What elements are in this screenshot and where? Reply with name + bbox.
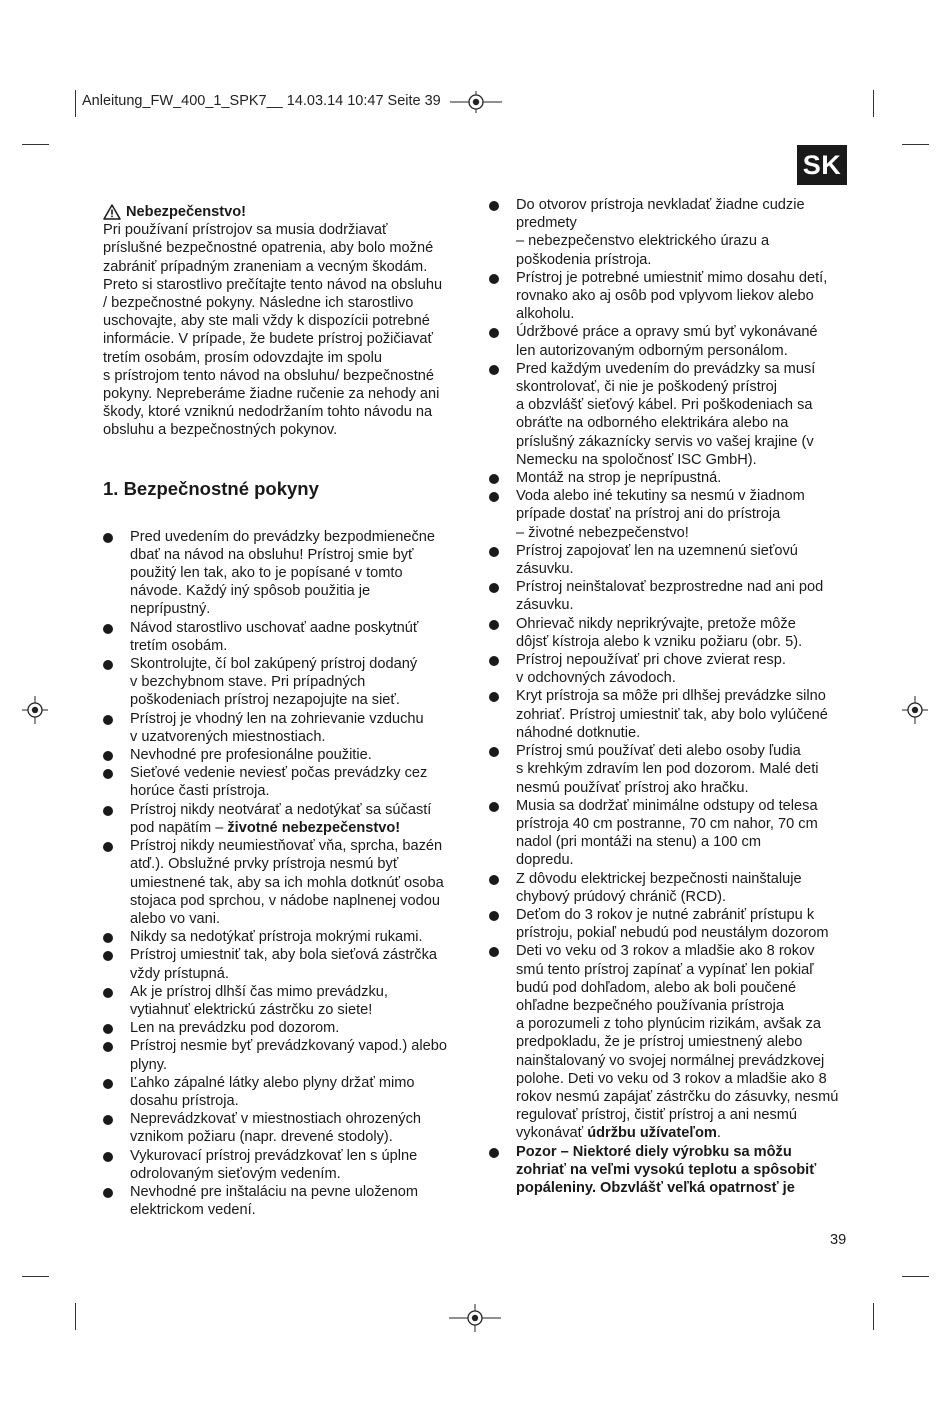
crop-mark	[902, 1276, 929, 1277]
bullet-line: Montáž na strop je neprípustná.	[516, 470, 722, 487]
crop-mark	[902, 144, 929, 145]
bullet-line: Návod starostlivo uschovať aadne poskytnúť	[130, 619, 419, 636]
bullet-text: vykonávať	[516, 1125, 588, 1142]
bullet-dot	[103, 624, 113, 634]
bullet-line: elektrickom vedení.	[130, 1202, 256, 1219]
bullet-line: návode. Každý iný spôsob použitia je	[130, 583, 371, 600]
bullet-dot	[489, 547, 499, 557]
bullet-item	[489, 651, 851, 687]
bullet-item	[489, 269, 851, 324]
warning-line: / bezpečnostné pokyny. Následne ich starostlivo	[103, 295, 414, 312]
crop-mark	[75, 90, 76, 117]
bullet-dot	[103, 1042, 113, 1052]
bullet-item	[103, 1019, 465, 1037]
bullet-dot	[103, 769, 113, 779]
bullet-item	[103, 1110, 465, 1146]
bullet-dot	[489, 656, 499, 666]
section-heading: 1. Bezpečnostné pokyny	[103, 477, 319, 499]
bullet-line: Prístroj nikdy neotvárať a nedotýkať sa súčastí	[130, 801, 432, 818]
bullet-item	[103, 1074, 465, 1110]
bullet-line: alebo vo vani.	[130, 910, 221, 927]
crop-mark	[75, 1303, 76, 1330]
bullet-line: dbať na návod na obsluhu! Prístroj smie byť	[130, 546, 414, 563]
bullet-item	[103, 528, 465, 619]
bullet-item	[489, 360, 851, 469]
bullet-dot	[489, 365, 499, 375]
bullet-line: Kryt prístroja sa môže pri dlhšej prevádzke silno	[516, 688, 826, 705]
bullet-item	[103, 928, 465, 946]
bullet-line: Ohrievač nikdy neprikrývajte, pretože môže	[516, 615, 796, 632]
bullet-line: budú pod dohľadom, alebo ak boli poučené	[516, 979, 797, 996]
bullet-dot	[489, 692, 499, 702]
bullet-line: Nevhodné pre inštaláciu na pevne uloženom	[130, 1183, 419, 1200]
bullet-item	[103, 710, 465, 746]
bullet-dot	[489, 328, 499, 338]
bullet-line: v odchovných závodoch.	[516, 670, 676, 687]
bullet-item	[489, 870, 851, 906]
registration-mark-icon	[449, 1304, 501, 1332]
bullet-line: dosahu prístroja.	[130, 1092, 239, 1109]
warning-line: informácie. V prípade, že budete prístroj požičiavať	[103, 331, 433, 348]
bullet-line: v bezchybnom stave. Pri prípadných	[130, 674, 366, 691]
bullet-item	[489, 906, 851, 942]
bullet-text: .	[716, 1125, 721, 1142]
safety-list-left	[103, 528, 465, 1220]
bullet-item	[103, 837, 465, 928]
bullet-line: Prístroj neinštalovať bezprostredne nad ani pod	[516, 579, 824, 596]
bullet-line: Prístroj je vhodný len na zohrievanie vzduchu	[130, 710, 424, 727]
bullet-item	[103, 746, 465, 764]
bullet-item	[489, 687, 851, 742]
bullet-line: Ak je prístroj dlhší čas mimo prevádzku,	[130, 983, 388, 1000]
bullet-line: horúce časti prístroja.	[130, 783, 270, 800]
bullet-line: prípade dostať na prístroj ani do prístroja	[516, 506, 781, 523]
bullet-line: – životné nebezpečenstvo!	[516, 524, 689, 541]
bullet-item	[103, 764, 465, 800]
bullet-item	[489, 487, 851, 542]
bullet-item	[103, 801, 465, 837]
bullet-line: Pozor – Niektoré diely výrobku sa môžu	[516, 1143, 792, 1160]
left-column	[103, 203, 465, 1219]
crop-mark	[873, 1303, 874, 1330]
bullet-line: zásuvku.	[516, 597, 574, 614]
bullet-line: len autorizovaným odborným personálom.	[516, 342, 788, 359]
bullet-line: dôjsť kístroja alebo k vzniku požiaru (obr. 5).	[516, 633, 803, 650]
bullet-line: Prístroj nepoužívať pri chove zvierat resp.	[516, 652, 786, 669]
bullet-dot	[103, 1152, 113, 1162]
language-badge: SK	[797, 145, 847, 185]
bullet-line: Neprevádzkovať v miestnostiach ohrozených	[130, 1111, 422, 1128]
bullet-emphasis: údržbu užívateľom	[587, 1125, 717, 1142]
bullet-line: Skontrolujte, čí bol zakúpený prístroj dodaný	[130, 656, 418, 673]
crop-mark	[22, 1276, 49, 1277]
bullet-line: alkoholu.	[516, 306, 575, 323]
bullet-line: nainštalovaný vo svojej normálnej prevádzkovej	[516, 1052, 825, 1069]
bullet-dot	[103, 751, 113, 761]
bullet-line: zohriať. Prístroj umiestniť tak, aby bolo vylúčené	[516, 706, 828, 723]
bullet-line: tretím osobám.	[130, 637, 228, 654]
bullet-line: Prístroj zapojovať len na uzemnenú sieťovú	[516, 542, 798, 559]
bullet-line: smú tento prístroj zapínať a vypínať len pokiaľ	[516, 961, 814, 978]
bullet-line	[516, 1124, 851, 1142]
bullet-dot	[489, 911, 499, 921]
registration-mark-icon	[902, 696, 928, 724]
bullet-dot	[103, 1188, 113, 1198]
bullet-item	[489, 323, 851, 359]
bullet-line	[130, 819, 465, 837]
bullet-dot	[103, 1079, 113, 1089]
bullet-dot	[103, 1115, 113, 1125]
bullet-line: neprípustný.	[130, 601, 211, 618]
bullet-line: vždy prístupná.	[130, 965, 229, 982]
bullet-dot	[489, 875, 499, 885]
bullet-line: rovnako ako aj osôb pod vplyvom liekov alebo	[516, 288, 814, 305]
bullet-item	[103, 946, 465, 982]
bullet-item	[103, 1037, 465, 1073]
bullet-line: použitý len tak, ako to je popísané v tomto	[130, 565, 403, 582]
bullet-item	[103, 1183, 465, 1219]
bullet-dot	[489, 802, 499, 812]
print-header: Anleitung_FW_400_1_SPK7__ 14.03.14 10:47 Seite 39	[82, 93, 441, 109]
bullet-dot	[489, 474, 499, 484]
bullet-item	[489, 196, 851, 269]
bullet-line: Prístroj je potrebné umiestniť mimo dosahu detí,	[516, 269, 828, 286]
bullet-line: – nebezpečenstvo elektrického úrazu a	[516, 233, 770, 250]
bullet-line: Nemecku na spoločnosť ISC GmbH).	[516, 451, 757, 468]
bullet-item	[489, 797, 851, 870]
bullet-line: Pred uvedením do prevádzky bezpodmienečne	[130, 528, 436, 545]
bullet-line: Pred každým uvedením do prevádzky sa musí	[516, 360, 816, 377]
bullet-line: poškodenia prístroja.	[516, 251, 652, 268]
warning-line: Preto si starostlivo prečítajte tento návod na obsluhu	[103, 276, 443, 293]
bullet-line: Prístroj smú používať deti alebo osoby ľudia	[516, 743, 801, 760]
bullet-dot	[103, 842, 113, 852]
bullet-line: poškodeniach prístroj nezapojujte na sieť.	[130, 692, 400, 709]
crop-mark	[22, 144, 49, 145]
bullet-dot	[489, 620, 499, 630]
bullet-line: nesmú používať prístroj ako hračku.	[516, 779, 749, 796]
registration-mark-icon	[22, 696, 48, 724]
warning-triangle-icon	[103, 204, 121, 220]
bullet-line: Prístroj nesmie byť prevádzkovaný vapod.) alebo	[130, 1038, 447, 1055]
bullet-line: Deti vo veku od 3 rokov a mladšie ako 8 rokov	[516, 943, 815, 960]
crop-mark	[873, 90, 874, 117]
bullet-line: obráťte na odborného elektrikára alebo na	[516, 415, 789, 432]
bullet-item	[103, 983, 465, 1019]
bullet-line: Voda alebo iné tekutiny sa nesmú v žiadnom	[516, 488, 805, 505]
bullet-line: Prístroj umiestniť tak, aby bola sieťová zástrčka	[130, 947, 437, 964]
bullet-dot	[489, 747, 499, 757]
warning-line: s prístrojom tento návod na obsluhu/ bezpečnostné	[103, 367, 435, 384]
bullet-line: predpokladu, že je prístroj umiestnený alebo	[516, 1034, 803, 1051]
registration-mark-icon	[450, 89, 502, 115]
bullet-line: plyny.	[130, 1056, 168, 1073]
bullet-line: a obzvlášť sieťový kábel. Pri poškodeniach sa	[516, 397, 813, 414]
bullet-line: Vykurovací prístroj prevádzkovať len s úplne	[130, 1147, 418, 1164]
bullet-dot	[489, 583, 499, 593]
bullet-line: Nikdy sa nedotýkať prístroja mokrými rukami.	[130, 929, 423, 946]
bullet-text: pod napätím –	[130, 819, 228, 836]
bullet-line: Údržbové práce a opravy smú byť vykonávané	[516, 324, 818, 341]
bullet-dot	[489, 492, 499, 502]
bullet-dot	[103, 806, 113, 816]
bullet-line: skontrolovať, či nie je poškodený prístroj	[516, 379, 777, 396]
bullet-line: rokov nesmú zapájať zástrčku do zásuvky, nesmú	[516, 1088, 839, 1105]
warning-line: zabrániť prípadným zraneniam a vecným škodám.	[103, 258, 428, 275]
safety-list-right	[489, 196, 851, 1197]
bullet-line: Z dôvodu elektrickej bezpečnosti nainštaluje	[516, 870, 802, 887]
bullet-line: stojaca pod sprchou, v nádobe naplnenej vodou	[130, 892, 440, 909]
bullet-line: príslušný zákaznícky servis vo vašej krajine (v	[516, 433, 814, 450]
bullet-line: polohe. Deti vo veku od 3 rokov a mladšie ako 8	[516, 1070, 827, 1087]
bullet-line: Sieťové vedenie neviesť počas prevádzky cez	[130, 765, 428, 782]
bullet-line: odrolovaným sieťovým vedením.	[130, 1165, 341, 1182]
bullet-line: a porozumeli z toho plynúcim rizikám, avšak za	[516, 1016, 821, 1033]
warning-line: obsluhu a bezpečnostných pokynov.	[103, 422, 338, 439]
bullet-item	[103, 619, 465, 655]
bullet-line: Prístroj nikdy neumiestňovať vňa, sprcha, bazén	[130, 838, 443, 855]
bullet-line: s krehkým zdravím len pod dozorom. Malé deti	[516, 761, 819, 778]
bullet-line: Len na prevádzku pod dozorom.	[130, 1020, 340, 1037]
bullet-line: atď.). Obslužné prvky prístroja nesmú byť	[130, 856, 399, 873]
bullet-line: zohriať na veľmi vysokú teplotu a spôsobiť	[516, 1161, 817, 1178]
bullet-line: Musia sa dodržať minimálne odstupy od telesa	[516, 797, 818, 814]
warning-text	[103, 221, 465, 439]
bullet-emphasis: životné nebezpečenstvo!	[227, 819, 401, 836]
bullet-line: Ľahko zápalné látky alebo plyny držať mimo	[130, 1074, 415, 1091]
bullet-item	[489, 542, 851, 578]
bullet-line: chybový prúdový chránič (RCD).	[516, 888, 727, 905]
bullet-dot	[103, 933, 113, 943]
bullet-item	[489, 578, 851, 614]
bullet-line: Do otvorov prístroja nevkladať žiadne cudzie	[516, 197, 805, 213]
bullet-line: prístroju, pokiaľ nebudú pod neustálym dozorom	[516, 925, 829, 942]
bullet-item	[103, 655, 465, 710]
bullet-dot	[103, 533, 113, 543]
warning-title	[103, 203, 465, 221]
bullet-line: regulovať prístroj, čistiť prístroj a ani nesmú	[516, 1107, 798, 1124]
bullet-dot	[489, 201, 499, 211]
warning-line: pokyny. Nepreberáme žiadne ručenie za nehody ani	[103, 386, 440, 403]
bullet-dot	[103, 1024, 113, 1034]
bullet-line: nadol (pri montáži na stenu) a 100 cm	[516, 834, 761, 851]
bullet-item	[489, 942, 851, 1142]
bullet-item	[103, 1147, 465, 1183]
warning-line: uschovajte, aby ste mali vždy k dispozícii potrebné	[103, 313, 430, 330]
bullet-line: prístroja 40 cm postranne, 70 cm nahor, 70 cm	[516, 815, 818, 832]
bullet-line: popáleniny. Obzvlášť veľká opatrnosť je	[516, 1179, 795, 1196]
bullet-line: Deťom do 3 rokov je nutné zabrániť prístupu k	[516, 906, 815, 923]
warning-line: príslušné bezpečnostné opatrenia, aby bolo možné	[103, 240, 434, 257]
bullet-line: náhodné dotknutie.	[516, 724, 641, 741]
bullet-item	[489, 742, 851, 797]
bullet-line: vznikom požiaru (napr. drevené stodoly).	[130, 1129, 393, 1146]
bullet-line: Nevhodné pre profesionálne použitie.	[130, 747, 372, 764]
bullet-line: umiestnené tak, aby sa ich mohla dotknúť osoba	[130, 874, 444, 891]
warning-title-text: Nebezpečenstvo!	[126, 204, 247, 220]
bullet-dot	[103, 951, 113, 961]
bullet-dot	[489, 947, 499, 957]
bullet-item	[489, 1143, 851, 1198]
bullet-line: v uzatvorených miestnostiach.	[130, 728, 326, 745]
bullet-dot	[489, 274, 499, 284]
warning-line: škody, ktoré vzniknú nedodržaním tohto návodu na	[103, 404, 433, 421]
bullet-dot	[103, 660, 113, 670]
bullet-line: zásuvku.	[516, 561, 574, 578]
bullet-line: vytiahnuť elektrickú zástrčku zo siete!	[130, 1001, 373, 1018]
right-column	[489, 196, 851, 1197]
page-number: 39	[830, 1232, 847, 1248]
bullet-dot	[103, 988, 113, 998]
warning-line: tretím osobám, prosím odovzdajte im spolu	[103, 349, 383, 366]
bullet-line: predmety	[516, 215, 577, 232]
bullet-item	[489, 469, 851, 487]
bullet-item	[489, 615, 851, 651]
warning-line: Pri používaní prístrojov sa musia dodržiavať	[103, 222, 388, 239]
bullet-dot	[103, 715, 113, 725]
bullet-dot	[489, 1148, 499, 1158]
bullet-line: ohľadne bezpečného používania prístroja	[516, 997, 784, 1014]
bullet-line: dopredu.	[516, 852, 574, 869]
